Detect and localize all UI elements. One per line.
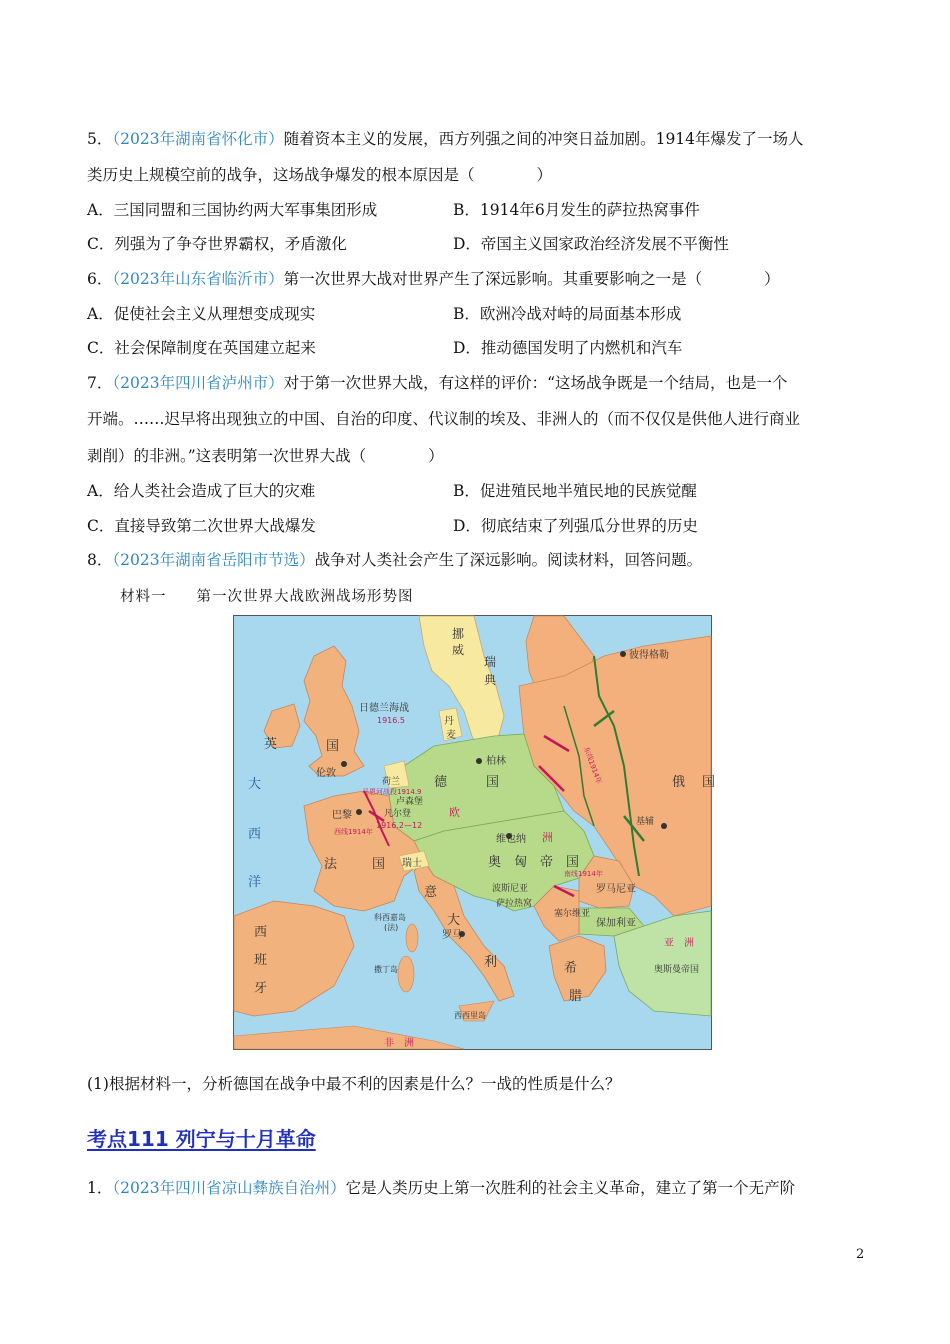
label-britain-1: 英 bbox=[264, 737, 278, 752]
label-russia-2: 国 bbox=[702, 775, 716, 790]
label-france-2: 国 bbox=[372, 857, 386, 872]
page-number: 2 bbox=[856, 1247, 865, 1262]
label-sarajevo: 萨拉热窝 bbox=[496, 899, 533, 909]
label-verdun: 凡尔登 bbox=[384, 809, 412, 819]
kyiv-dot bbox=[661, 823, 667, 829]
label-vienna: 维也纳 bbox=[496, 834, 526, 845]
q7-line3: 剥削）的非洲。”这表明第一次世界大战（ ） bbox=[87, 447, 444, 465]
q5-option-a: A．三国同盟和三国协约两大军事集团形成 bbox=[87, 201, 378, 219]
q5-option-b: B．1914年6月发生的萨拉热窝事件 bbox=[453, 201, 700, 219]
label-romania: 罗马尼亚 bbox=[596, 884, 636, 895]
london-dot bbox=[341, 761, 347, 767]
q7-option-b: B．促进殖民地半殖民地的民族觉醒 bbox=[453, 482, 697, 500]
q111-1-line1 bbox=[87, 1178, 795, 1198]
label-denmark-2: 麦 bbox=[446, 730, 456, 741]
q8-subquestion-1: (1)根据材料一，分析德国在战争中最不利的因素是什么？一战的性质是什么？ bbox=[87, 1075, 621, 1093]
label-corsica: 科西嘉岛 bbox=[374, 913, 406, 922]
label-corsica-fr: (法) bbox=[384, 923, 399, 932]
label-norway-1: 挪 bbox=[452, 627, 465, 641]
sardinia-island bbox=[398, 956, 414, 992]
q111-1-number: 1． bbox=[87, 1179, 113, 1197]
label-atlantic-2: 西 bbox=[248, 827, 262, 842]
label-atlantic-1: 大 bbox=[248, 777, 262, 792]
q5-option-c: C．列强为了争夺世界霸权，矛盾激化 bbox=[87, 235, 347, 253]
q111-1-source: （2023年四川省凉山彝族自治州） bbox=[112, 1179, 346, 1197]
label-atlantic-3: 洋 bbox=[248, 875, 262, 890]
label-africa: 非 洲 bbox=[384, 1038, 414, 1049]
q7-number: 7． bbox=[87, 374, 113, 392]
corsica-island bbox=[406, 924, 418, 952]
label-italy-3: 利 bbox=[484, 955, 498, 970]
label-marne: 马恩河战役1914.9 bbox=[362, 788, 422, 796]
label-spain-2: 班 bbox=[254, 953, 268, 968]
q7-source: （2023年四川省泸州市） bbox=[112, 374, 284, 392]
label-greece-2: 腊 bbox=[569, 989, 583, 1004]
label-spain-3: 牙 bbox=[254, 981, 268, 996]
petrograd-dot bbox=[620, 651, 626, 657]
label-berlin: 柏林 bbox=[486, 756, 506, 767]
material-label: 材料一 bbox=[120, 589, 167, 605]
berlin-dot bbox=[476, 758, 482, 764]
material-caption bbox=[120, 585, 414, 606]
label-paris: 巴黎 bbox=[332, 810, 352, 821]
q111-1-stem: 它是人类历史上第一次胜利的社会主义革命，建立了第一个无产阶 bbox=[345, 1179, 796, 1197]
label-sicily: 西西里岛 bbox=[454, 1011, 486, 1020]
q6-option-b: B．欧洲冷战对峙的局面基本形成 bbox=[453, 305, 682, 323]
q5-source: （2023年湖南省怀化市） bbox=[112, 130, 284, 148]
q5-option-d: D．帝国主义国家政治经济发展不平衡性 bbox=[453, 235, 729, 253]
ww1-europe-map bbox=[233, 615, 716, 1050]
label-rome: 罗马 bbox=[442, 930, 462, 941]
label-france-1: 法 bbox=[324, 857, 338, 872]
q7-line2: 开端。……迟早将出现独立的中国、自治的印度、代议制的埃及、非洲人的（而不仅仅是供他人进行商业 bbox=[87, 410, 801, 428]
label-greece-1: 希 bbox=[564, 961, 578, 976]
label-germany-2: 国 bbox=[486, 775, 500, 790]
q6-option-d: D．推动德国发明了内燃机和汽车 bbox=[453, 339, 683, 357]
label-austria: 奥 匈 帝 国 bbox=[488, 855, 580, 870]
label-sweden-2: 典 bbox=[484, 673, 497, 687]
label-netherlands: 荷兰 bbox=[382, 777, 401, 787]
label-sardinia: 撒丁岛 bbox=[374, 965, 398, 974]
material-title: 第一次世界大战欧洲战场形势图 bbox=[196, 589, 414, 605]
q5-line1 bbox=[87, 129, 804, 149]
label-serbia: 塞尔维亚 bbox=[554, 909, 591, 919]
q7-option-a: A．给人类社会造成了巨大的灾难 bbox=[87, 482, 316, 500]
label-london: 伦敦 bbox=[316, 768, 336, 779]
q6-number: 6． bbox=[87, 270, 113, 288]
label-jutland: 日德兰海战 bbox=[359, 703, 409, 714]
label-italy-1: 意 bbox=[424, 885, 438, 900]
label-russia-1: 俄 bbox=[672, 775, 686, 790]
label-bosnia: 波斯尼亚 bbox=[492, 884, 529, 894]
label-eastfront: 东线1914年 bbox=[582, 745, 603, 786]
label-ottoman: 奥斯曼帝国 bbox=[654, 965, 700, 975]
q8-line1 bbox=[87, 550, 702, 570]
q5-stem: 随着资本主义的发展，西方列强之间的冲突日益加剧。1914年爆发了一场人 bbox=[283, 130, 804, 148]
label-asia: 亚 洲 bbox=[664, 938, 694, 949]
label-luxembourg: 卢森堡 bbox=[396, 797, 424, 807]
q7-option-d: D．彻底结束了列强瓜分世界的历史 bbox=[453, 517, 698, 535]
label-west-front: 西线1914年 bbox=[334, 828, 373, 836]
label-europe-1: 欧 bbox=[449, 806, 460, 819]
label-sweden-1: 瑞 bbox=[484, 655, 497, 669]
q6-option-a: A．促使社会主义从理想变成现实 bbox=[87, 305, 316, 323]
q5-number: 5． bbox=[87, 130, 113, 148]
q6-line1 bbox=[87, 269, 780, 289]
label-germany-1: 德 bbox=[434, 775, 448, 790]
label-jutland-year: 1916.5 bbox=[377, 716, 405, 725]
label-italy-2: 大 bbox=[447, 913, 461, 928]
q5-line2: 类历史上规模空前的战争，这场战争爆发的根本原因是（ ） bbox=[87, 166, 553, 184]
q8-source: （2023年湖南省岳阳市节选） bbox=[112, 551, 315, 569]
label-kyiv: 基辅 bbox=[636, 817, 655, 827]
q6-option-c: C．社会保障制度在英国建立起来 bbox=[87, 339, 316, 357]
q8-number: 8． bbox=[87, 551, 113, 569]
label-bulgaria: 保加利亚 bbox=[596, 918, 636, 929]
q6-source: （2023年山东省临沂市） bbox=[112, 270, 284, 288]
label-norway-2: 威 bbox=[452, 643, 465, 657]
label-britain-2: 国 bbox=[326, 739, 340, 754]
label-spain-1: 西 bbox=[254, 925, 268, 940]
label-denmark-1: 丹 bbox=[444, 716, 454, 727]
q7-option-c: C．直接导致第二次世界大战爆发 bbox=[87, 517, 316, 535]
q6-stem: 第一次世界大战对世界产生了深远影响。其重要影响之一是（ ） bbox=[283, 270, 780, 288]
label-petrograd: 彼得格勒 bbox=[629, 650, 669, 661]
section-heading: 考点111 列宁与十月革命 bbox=[87, 1127, 316, 1151]
label-swiss: 瑞士 bbox=[402, 858, 422, 869]
label-europe-2: 洲 bbox=[542, 831, 553, 844]
label-southfront: 南线1914年 bbox=[564, 870, 603, 878]
q8-stem: 战争对人类社会产生了深远影响。阅读材料，回答问题。 bbox=[314, 551, 703, 569]
label-verdun-date: 1916.2—12 bbox=[376, 821, 423, 830]
paris-dot bbox=[356, 809, 362, 815]
q7-stem: 对于第一次世界大战，有这样的评价：“这场战争既是一个结局，也是一个 bbox=[283, 374, 788, 392]
q7-line1 bbox=[87, 373, 788, 393]
